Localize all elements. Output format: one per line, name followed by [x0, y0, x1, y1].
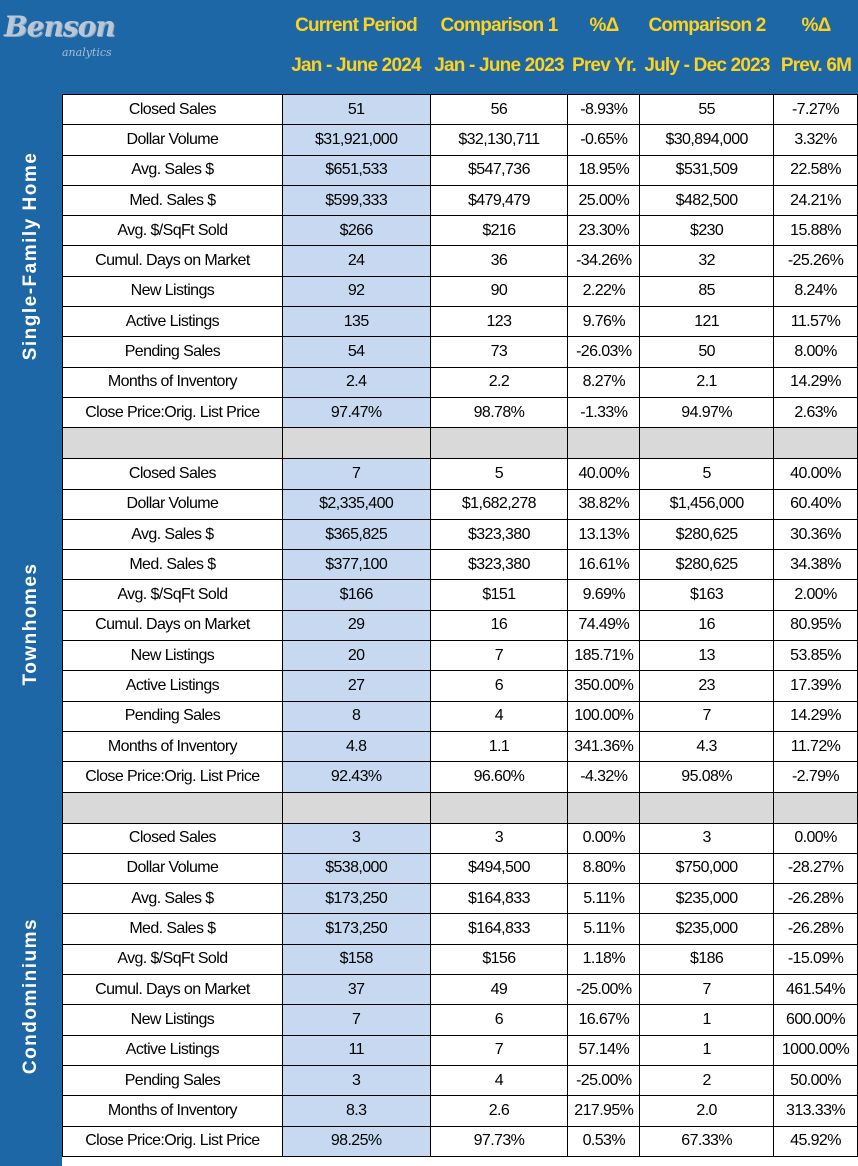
comparison1-value: $151: [430, 580, 568, 610]
current-value: 24: [282, 246, 430, 276]
pct-change-prev-yr: 185.71%: [568, 641, 640, 671]
section-spacer-row: [63, 792, 858, 823]
pct-change-prev-6m: 17.39%: [774, 671, 858, 701]
current-value: 135: [282, 307, 430, 337]
table-row: [63, 580, 858, 610]
metric-label: Closed Sales: [63, 95, 283, 125]
pct-change-prev-6m: 11.57%: [774, 307, 858, 337]
table-row: [63, 246, 858, 276]
comparison2-value: 67.33%: [640, 1126, 774, 1156]
section-label-condominiums: Condominiums: [20, 917, 41, 1075]
pct-change-prev-yr: 8.27%: [568, 367, 640, 397]
current-value: $173,250: [282, 914, 430, 944]
current-value: 11: [282, 1035, 430, 1065]
pct-change-prev-yr: 74.49%: [568, 610, 640, 640]
pct-change-prev-6m: 24.21%: [774, 185, 858, 215]
current-value: $377,100: [282, 550, 430, 580]
pct-change-prev-6m: -7.27%: [774, 95, 858, 125]
comparison1-value: $164,833: [430, 914, 568, 944]
metric-label: New Listings: [63, 276, 283, 306]
comparison2-value: 13: [640, 641, 774, 671]
report-header: [0, 0, 858, 94]
comparison2-value: 55: [640, 95, 774, 125]
pct-change-prev-yr: 350.00%: [568, 671, 640, 701]
comparison1-value: $323,380: [430, 519, 568, 549]
table-row: [63, 185, 858, 215]
table-row: [63, 489, 858, 519]
metric-label: Pending Sales: [63, 701, 283, 731]
current-value: $538,000: [282, 853, 430, 883]
table-row: [63, 216, 858, 246]
metric-label: Med. Sales $: [63, 550, 283, 580]
col-comparison1-title: Comparison 1: [440, 15, 558, 36]
pct-change-prev-yr: 0.00%: [568, 823, 640, 853]
section-band-condominiums: [0, 828, 62, 1166]
comparison1-value: 1.1: [430, 731, 568, 761]
market-stats-table: [62, 94, 858, 1157]
current-value: 37: [282, 975, 430, 1005]
current-value: 54: [282, 337, 430, 367]
current-value: 7: [282, 1005, 430, 1035]
pct-change-prev-6m: 313.33%: [774, 1096, 858, 1126]
pct-change-prev-yr: 57.14%: [568, 1035, 640, 1065]
pct-change-prev-yr: 8.80%: [568, 853, 640, 883]
metric-label: New Listings: [63, 641, 283, 671]
table-row: [63, 1096, 858, 1126]
comparison1-value: 2.6: [430, 1096, 568, 1126]
table-row: [63, 731, 858, 761]
current-value: $173,250: [282, 884, 430, 914]
pct-change-prev-yr: 9.69%: [568, 580, 640, 610]
table-row: [63, 671, 858, 701]
comparison1-value: $1,682,278: [430, 489, 568, 519]
pct-change-prev-yr: 40.00%: [568, 459, 640, 489]
metric-label: Dollar Volume: [63, 853, 283, 883]
current-value: $31,921,000: [282, 125, 430, 155]
pct-change-prev-yr: -25.00%: [568, 1065, 640, 1095]
comparison2-value: 32: [640, 246, 774, 276]
spacer-cell: [63, 792, 283, 823]
pct-change-prev-6m: 22.58%: [774, 155, 858, 185]
comparison2-value: 5: [640, 459, 774, 489]
pct-change-prev-yr: 9.76%: [568, 307, 640, 337]
pct-change-prev-6m: 60.40%: [774, 489, 858, 519]
pct-change-prev-6m: 600.00%: [774, 1005, 858, 1035]
pct-change-prev-yr: 100.00%: [568, 701, 640, 731]
pct-change-prev-yr: 16.61%: [568, 550, 640, 580]
table-row: [63, 1035, 858, 1065]
table-row: [63, 1065, 858, 1095]
comparison2-value: 2: [640, 1065, 774, 1095]
pct-change-prev-6m: 1000.00%: [774, 1035, 858, 1065]
table-row: [63, 1005, 858, 1035]
comparison1-value: 123: [430, 307, 568, 337]
current-value: 97.47%: [282, 397, 430, 427]
metric-label: Avg. $/SqFt Sold: [63, 216, 283, 246]
metric-label: Active Listings: [63, 307, 283, 337]
table-row: [63, 125, 858, 155]
current-value: $599,333: [282, 185, 430, 215]
metric-label: Cumul. Days on Market: [63, 975, 283, 1005]
comparison2-value: $750,000: [640, 853, 774, 883]
comparison1-value: 4: [430, 701, 568, 731]
table-row: [63, 944, 858, 974]
spacer-cell: [430, 428, 568, 459]
pct-change-prev-6m: 11.72%: [774, 731, 858, 761]
metric-label: Months of Inventory: [63, 367, 283, 397]
spacer-cell: [774, 428, 858, 459]
pct-change-prev-yr: -26.03%: [568, 337, 640, 367]
comparison1-value: $32,130,711: [430, 125, 568, 155]
pct-change-prev-yr: 341.36%: [568, 731, 640, 761]
pct-change-prev-6m: 45.92%: [774, 1126, 858, 1156]
comparison1-value: 36: [430, 246, 568, 276]
metric-label: Pending Sales: [63, 1065, 283, 1095]
comparison1-value: 6: [430, 671, 568, 701]
col-current-title: Current Period: [295, 15, 417, 36]
current-value: 7: [282, 459, 430, 489]
comparison2-value: 1: [640, 1035, 774, 1065]
current-value: $266: [282, 216, 430, 246]
current-value: 98.25%: [282, 1126, 430, 1156]
metric-label: New Listings: [63, 1005, 283, 1035]
comparison1-value: $216: [430, 216, 568, 246]
metric-label: Med. Sales $: [63, 185, 283, 215]
comparison1-value: 73: [430, 337, 568, 367]
brand-tagline: analytics: [62, 46, 112, 59]
comparison2-value: 50: [640, 337, 774, 367]
metric-label: Cumul. Days on Market: [63, 246, 283, 276]
pct-change-prev-6m: 3.32%: [774, 125, 858, 155]
pct-change-prev-6m: 15.88%: [774, 216, 858, 246]
pct-change-prev-yr: 16.67%: [568, 1005, 640, 1035]
comparison2-value: $280,625: [640, 519, 774, 549]
table-row: [63, 337, 858, 367]
comparison2-value: $1,456,000: [640, 489, 774, 519]
comparison1-value: $479,479: [430, 185, 568, 215]
table-row: [63, 884, 858, 914]
metric-label: Avg. $/SqFt Sold: [63, 944, 283, 974]
pct-change-prev-6m: -26.28%: [774, 914, 858, 944]
table-row: [63, 307, 858, 337]
table-row: [63, 762, 858, 792]
pct-change-prev-yr: -8.93%: [568, 95, 640, 125]
comparison1-value: 49: [430, 975, 568, 1005]
pct-change-prev-6m: -26.28%: [774, 884, 858, 914]
col-comparison2-title: Comparison 2: [648, 15, 766, 36]
comparison1-value: $164,833: [430, 884, 568, 914]
pct-change-prev-yr: -0.65%: [568, 125, 640, 155]
metric-label: Active Listings: [63, 1035, 283, 1065]
pct-change-prev-yr: 25.00%: [568, 185, 640, 215]
table-row: [63, 95, 858, 125]
current-value: $2,335,400: [282, 489, 430, 519]
pct-change-prev-yr: -25.00%: [568, 975, 640, 1005]
spacer-cell: [774, 792, 858, 823]
table-row: [63, 519, 858, 549]
current-value: 27: [282, 671, 430, 701]
current-value: 3: [282, 1065, 430, 1095]
spacer-cell: [282, 428, 430, 459]
comparison1-value: 97.73%: [430, 1126, 568, 1156]
current-value: 20: [282, 641, 430, 671]
brand-name: [4, 10, 115, 43]
comparison2-value: 3: [640, 823, 774, 853]
current-value: $158: [282, 944, 430, 974]
pct-change-prev-6m: 8.24%: [774, 276, 858, 306]
pct-change-prev-yr: -4.32%: [568, 762, 640, 792]
comparison1-value: $494,500: [430, 853, 568, 883]
section-label-single-family: Single-Family Home: [20, 151, 41, 361]
comparison2-value: $186: [640, 944, 774, 974]
spacer-cell: [430, 792, 568, 823]
comparison2-value: $482,500: [640, 185, 774, 215]
current-value: 92: [282, 276, 430, 306]
metric-label: Closed Sales: [63, 459, 283, 489]
col-pct-prev-yr-symbol: %Δ: [589, 15, 619, 36]
brand-name-start: Bens: [4, 10, 78, 43]
current-value: 8: [282, 701, 430, 731]
comparison2-value: $280,625: [640, 550, 774, 580]
comparison1-value: 6: [430, 1005, 568, 1035]
comparison1-value: 90: [430, 276, 568, 306]
comparison2-value: 4.3: [640, 731, 774, 761]
pct-change-prev-yr: -1.33%: [568, 397, 640, 427]
table-row: [63, 1126, 858, 1156]
comparison1-value: 16: [430, 610, 568, 640]
spacer-cell: [568, 428, 640, 459]
current-value: 2.4: [282, 367, 430, 397]
pct-change-prev-6m: 34.38%: [774, 550, 858, 580]
table-row: [63, 459, 858, 489]
spacer-cell: [640, 792, 774, 823]
comparison1-value: $156: [430, 944, 568, 974]
pct-change-prev-6m: 8.00%: [774, 337, 858, 367]
pct-change-prev-yr: 1.18%: [568, 944, 640, 974]
pct-change-prev-yr: -34.26%: [568, 246, 640, 276]
comparison1-value: 4: [430, 1065, 568, 1095]
section-spacer-row: [63, 428, 858, 459]
pct-change-prev-yr: 38.82%: [568, 489, 640, 519]
spacer-cell: [282, 792, 430, 823]
spacer-cell: [640, 428, 774, 459]
pct-change-prev-6m: 14.29%: [774, 701, 858, 731]
comparison2-value: $235,000: [640, 914, 774, 944]
pct-change-prev-6m: 2.00%: [774, 580, 858, 610]
comparison1-value: 7: [430, 1035, 568, 1065]
metric-label: Avg. Sales $: [63, 884, 283, 914]
pct-change-prev-yr: 18.95%: [568, 155, 640, 185]
comparison2-value: $30,894,000: [640, 125, 774, 155]
current-value: 92.43%: [282, 762, 430, 792]
comparison2-value: 7: [640, 701, 774, 731]
metric-label: Closed Sales: [63, 823, 283, 853]
pct-change-prev-yr: 0.53%: [568, 1126, 640, 1156]
current-value: 29: [282, 610, 430, 640]
pct-change-prev-yr: 5.11%: [568, 884, 640, 914]
pct-change-prev-yr: 2.22%: [568, 276, 640, 306]
table-row: [63, 914, 858, 944]
comparison1-value: $547,736: [430, 155, 568, 185]
table-row: [63, 276, 858, 306]
comparison1-value: 56: [430, 95, 568, 125]
pct-change-prev-yr: 5.11%: [568, 914, 640, 944]
pct-change-prev-6m: 50.00%: [774, 1065, 858, 1095]
metric-label: Active Listings: [63, 671, 283, 701]
current-value: $651,533: [282, 155, 430, 185]
comparison2-value: 16: [640, 610, 774, 640]
comparison1-value: 3: [430, 823, 568, 853]
pct-change-prev-6m: -2.79%: [774, 762, 858, 792]
comparison1-value: 96.60%: [430, 762, 568, 792]
table-row: [63, 853, 858, 883]
comparison2-value: 1: [640, 1005, 774, 1035]
section-band-spacer: [0, 426, 62, 456]
pct-change-prev-6m: 80.95%: [774, 610, 858, 640]
col-comparison2-period: July - Dec 2023: [644, 55, 770, 76]
comparison2-value: 95.08%: [640, 762, 774, 792]
brand-name-end: n: [95, 10, 115, 43]
spacer-cell: [63, 428, 283, 459]
section-label-townhomes: Townhomes: [20, 562, 41, 686]
pct-change-prev-6m: 0.00%: [774, 823, 858, 853]
current-value: 51: [282, 95, 430, 125]
metric-label: Months of Inventory: [63, 731, 283, 761]
comparison2-value: 2.1: [640, 367, 774, 397]
table-row: [63, 641, 858, 671]
pct-change-prev-6m: 53.85%: [774, 641, 858, 671]
pct-change-prev-6m: 40.00%: [774, 459, 858, 489]
metric-label: Avg. Sales $: [63, 519, 283, 549]
comparison2-value: 85: [640, 276, 774, 306]
spacer-cell: [568, 792, 640, 823]
brand-name-mark: o: [77, 10, 96, 43]
metric-label: Months of Inventory: [63, 1096, 283, 1126]
pct-change-prev-yr: 13.13%: [568, 519, 640, 549]
metric-label: Cumul. Days on Market: [63, 610, 283, 640]
metric-label: Med. Sales $: [63, 914, 283, 944]
comparison2-value: $163: [640, 580, 774, 610]
market-stats-body: [63, 95, 858, 1157]
table-row: [63, 397, 858, 427]
current-value: 8.3: [282, 1096, 430, 1126]
section-band-spacer: [0, 798, 62, 828]
comparison2-value: 23: [640, 671, 774, 701]
comparison2-value: $230: [640, 216, 774, 246]
col-current-period: Jan - June 2024: [291, 55, 421, 76]
current-value: $166: [282, 580, 430, 610]
metric-label: Close Price:Orig. List Price: [63, 762, 283, 792]
table-row: [63, 367, 858, 397]
table-row: [63, 155, 858, 185]
comparison2-value: 121: [640, 307, 774, 337]
pct-change-prev-6m: -28.27%: [774, 853, 858, 883]
current-value: 4.8: [282, 731, 430, 761]
comparison1-value: 7: [430, 641, 568, 671]
comparison1-value: 2.2: [430, 367, 568, 397]
section-band-townhomes: [0, 456, 62, 798]
pct-change-prev-6m: 14.29%: [774, 367, 858, 397]
table-row: [63, 975, 858, 1005]
metric-label: Avg. $/SqFt Sold: [63, 580, 283, 610]
metric-label: Dollar Volume: [63, 489, 283, 519]
brand-logo: [4, 10, 124, 70]
section-band-single-family: [0, 94, 62, 426]
comparison2-value: $531,509: [640, 155, 774, 185]
table-row: [63, 610, 858, 640]
current-value: 3: [282, 823, 430, 853]
comparison2-value: 2.0: [640, 1096, 774, 1126]
col-comparison1-period: Jan - June 2023: [434, 55, 564, 76]
pct-change-prev-6m: 2.63%: [774, 397, 858, 427]
pct-change-prev-6m: -15.09%: [774, 944, 858, 974]
table-row: [63, 823, 858, 853]
table-row: [63, 550, 858, 580]
metric-label: Pending Sales: [63, 337, 283, 367]
table-row: [63, 701, 858, 731]
pct-change-prev-6m: 461.54%: [774, 975, 858, 1005]
col-pct-prev-yr-label: Prev Yr.: [571, 55, 637, 76]
pct-change-prev-yr: 23.30%: [568, 216, 640, 246]
comparison1-value: $323,380: [430, 550, 568, 580]
current-value: $365,825: [282, 519, 430, 549]
comparison1-value: 98.78%: [430, 397, 568, 427]
col-pct-prev-6m-label: Prev. 6M: [780, 55, 852, 76]
metric-label: Close Price:Orig. List Price: [63, 1126, 283, 1156]
comparison2-value: 7: [640, 975, 774, 1005]
metric-label: Close Price:Orig. List Price: [63, 397, 283, 427]
comparison2-value: 94.97%: [640, 397, 774, 427]
pct-change-prev-6m: -25.26%: [774, 246, 858, 276]
metric-label: Avg. Sales $: [63, 155, 283, 185]
pct-change-prev-yr: 217.95%: [568, 1096, 640, 1126]
comparison2-value: $235,000: [640, 884, 774, 914]
metric-label: Dollar Volume: [63, 125, 283, 155]
comparison1-value: 5: [430, 459, 568, 489]
pct-change-prev-6m: 30.36%: [774, 519, 858, 549]
col-pct-prev-6m-symbol: %Δ: [801, 15, 831, 36]
